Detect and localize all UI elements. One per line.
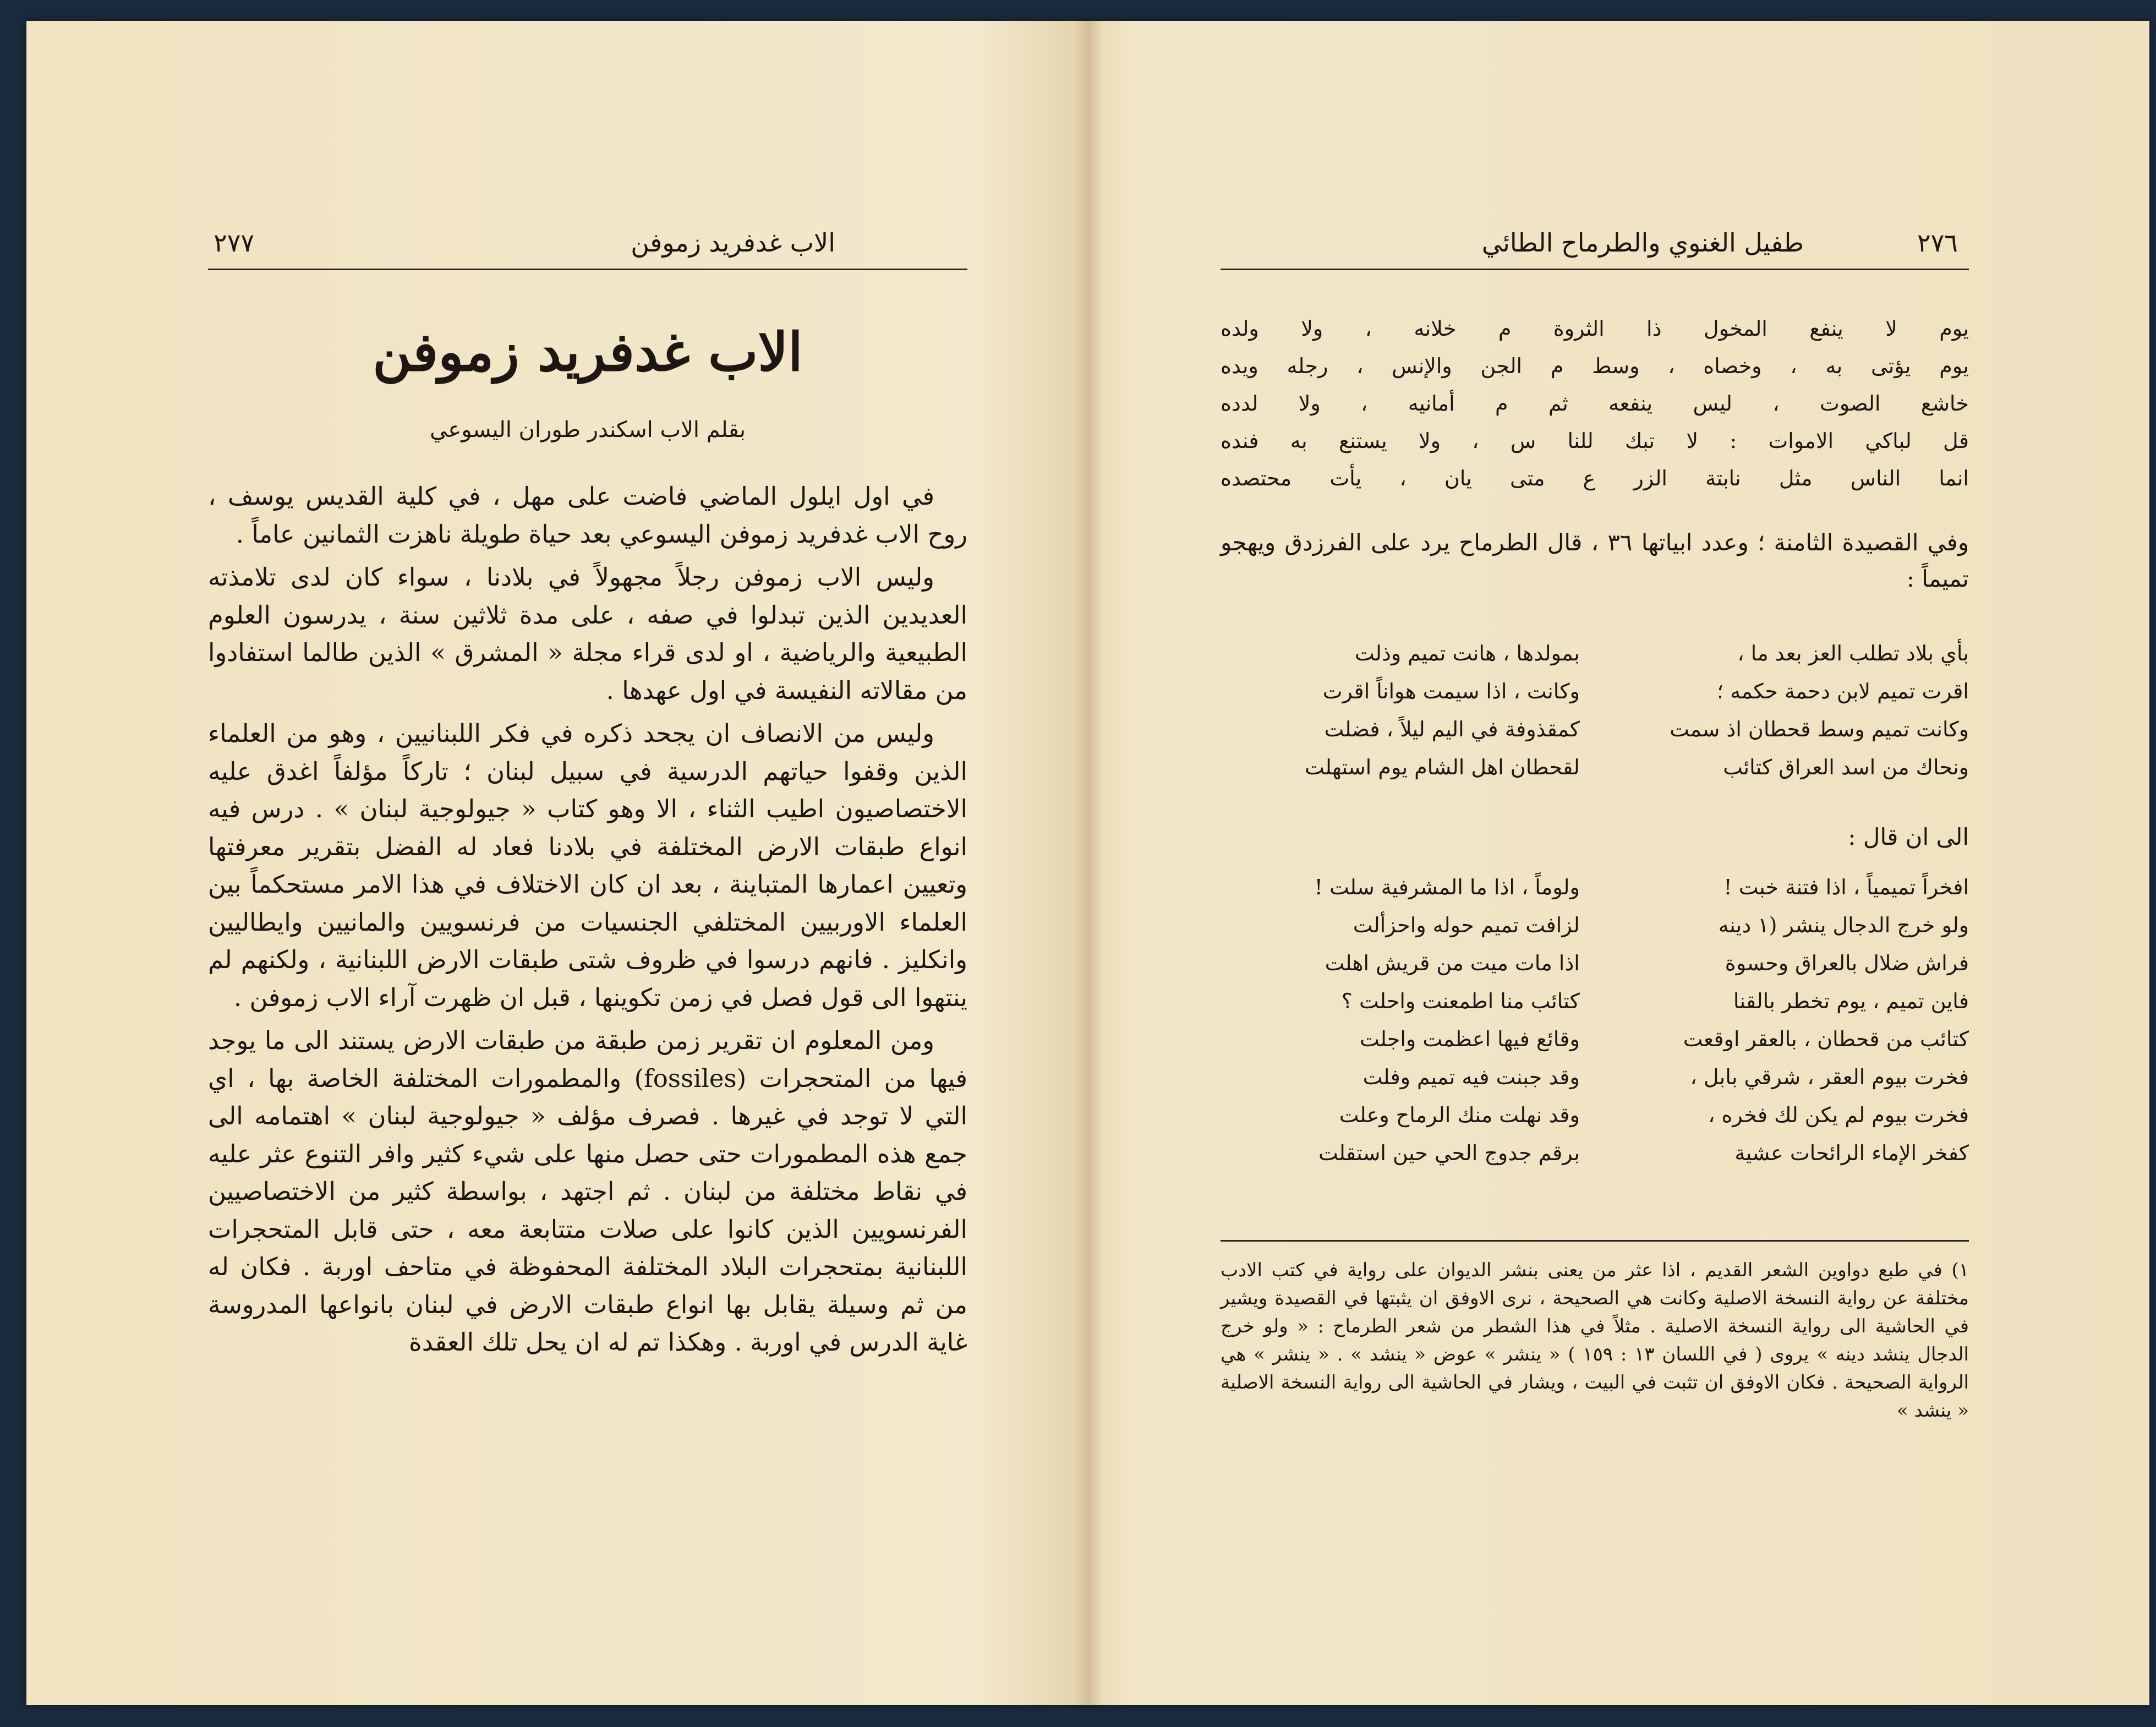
couplets-group-1 [1221,635,1969,786]
paragraph: وليس الاب زموفن رجلاً مجهولاً في بلادنا ، سواء كان لدى تلامذته العديدين الذين تبدلوا في صفه ، على مدة ثلاثين سنة ، يدرسون العلوم الطبيعية والرياضية ، او لدى قراء مجلة « المشرق » الذين طالما استفادوا من مقالاته النفيسة في اول عهدها . [208,562,967,705]
open-book-spread [26,21,2149,1705]
couplet: اقرت تميم لابن دحمة حكمه ؛ وكانت ، اذا سيمت هواناً اقرت [1322,679,1969,703]
byline: بقلم الاب اسكندر طوران اليسوعي [429,417,746,442]
right-page [1221,21,1969,1705]
verse-line: قل لباكي الاموات : لا تبك للنا س ، ولا يستنع به فنده [1221,429,1969,453]
footnote: ١) في طبع دواوين الشعر القديم ، اذا عثر من يعنى بنشر الديوان على رواية في كتب الادب مختلفة عن رواية النسخة الاصلية وكانت هي الصحيحة ، نرى الاوفق ان يثبتها في القصيدة ويشير في الحاشية الى رواية النسخة الاصلية . مثلاً في هذا الشطر من شعر الطرماح : « ولو خرج الدجال ينشد دينه » يروى ( في اللسان ١٣ : ١٥٩ ) « ينشر » عوض « ينشد » . « ينشر » هي الرواية الصحيحة . فكان الاوفق ان تثبت في البيت ، ويشار في الحاشية الى رواية النسخة الاصلية « ينشد » [1221,1259,1969,1422]
poem-transition: الى ان قال : [1848,823,1969,850]
right-page-number: ٢٧٦ [1917,228,1958,258]
left-page-number: ٢٧٧ [214,228,255,258]
couplet: فراش ضلال بالعراق وحسوة اذا مات ميت من قريش اهلت [1325,951,1969,975]
opening-verses [1221,310,1969,497]
verse-line: يوم لا ينفع المخول ذا الثروة م خلانه ، ولا ولده [1221,316,1969,341]
paragraph: وليس من الانصاف ان يجحد ذكره في فكر اللبنانيين ، وهو من العلماء الذين وقفوا حياتهم الدرسية في سبيل لبنان ؛ تاركاً مؤلفاً اغدق عليه الاختصاصيون اطيب الثناء ، الا وهو كتاب « جيولوجية لبنان » . درس فيه انواع طبقات الارض المختلفة في بلادنا فعاد له الفضل بتقرير معرفتها وتعيين اعمارها المتباينة ، بعد ان كان الاختلاف في هذا الامر مستحكماً بين العلماء الاوربيين المختلفي الجنسيات من فرنسويين والمانيين وايطاليين وانكليز . فانهم درسوا في ظروف شتى طبقات الارض اللبنانية ، ولكنهم لم ينتهوا الى قول فصل في زمن تكوينها ، قبل ان ظهرت آراء الاب زموفن . [208,719,967,1012]
couplet: وكانت تميم وسط قحطان اذ سمت كمقذوفة في اليم ليلاً ، فضلت [1324,717,1969,741]
couplet: بأي بلاد تطلب العز بعد ما ، بمولدها ، هانت تميم وذلت [1354,641,1969,665]
book-gutter [1075,21,1102,1705]
article-body [208,478,967,1367]
couplet: فخرت بيوم لم يكن لك فخره ، وقد نهلت منك الرماح وعلت [1339,1103,1969,1127]
left-page [208,21,967,1705]
couplet: فخرت بيوم العقر ، شرقي بابل ، وقد جبنت فيه تميم وفلت [1362,1065,1969,1089]
couplets-group-2 [1221,868,1969,1172]
left-running-head [208,225,967,270]
left-running-title: الاب غدفريد زموفن [631,228,835,258]
paragraph: ومن المعلوم ان تقرير زمن طبقة من طبقات الارض يستند الى ما يوجد فيها من المتحجرات (fossiles) والمطمورات المختلفة الخاصة بها ، اي التي لا توجد في غيرها . فصرف مؤلف « جيولوجية لبنان » اهتمامه الى جمع هذه المطمورات حتى حصل منها على شيء كثير وافر التنوع عثر عليه في نقاط مختلفة من لبنان . ثم اجتهد ، بواسطة كثير من الاختصاصيين الفرنسويين الذين كانوا على صلات متتابعة معه ، حتى قابل المتحجرات اللبنانية بمتحجرات البلاد المختلفة المحفوظة في متاحف اوربة . فكان له من ثم وسيلة يقابل بها انواع طبقات الارض في لبنان بانواعها المدروسة غاية الدرس في اوربة . وهكذا تم له ان يحل تلك العقدة [208,1026,967,1357]
article-title: الاب غدفريد زموفن [373,321,803,383]
couplet: كتائب من قحطان ، بالعقر اوقعت وقائع فيها اعظمت واجلت [1359,1027,1969,1051]
couplet: ولو خرج الدجال ينشر (١ دينه لزافت تميم حوله واحزألت [1353,913,1969,937]
verse-line: خاشع الصوت ، ليس ينفعه ثم م أمانيه ، ولا لدده [1221,391,1969,416]
right-running-title: طفيل الغنوي والطرماح الطائي [1481,228,1804,258]
couplet: فاين تميم ، يوم تخطر بالقنا كتائب منا اطمعنت واحلت ؟ [1341,989,1969,1013]
couplet: كفخر الإماء الرائحات عشية برقم جدوج الحي حين استقلت [1318,1141,1969,1165]
footnote-divider [1221,1240,1969,1242]
right-running-head [1221,225,1969,270]
verse-line: انما الناس مثل نابتة الزر ع متى يان ، يأت محتصده [1221,466,1969,490]
couplet: ونحاك من اسد العراق كتائب لقحطان اهل الشام يوم استهلت [1304,755,1969,779]
poem-introduction: وفي القصيدة الثامنة ؛ وعدد ابياتها ٣٦ ، قال الطرماح يرد على الفرزدق ويهجو تميماً : [1221,529,1969,592]
verse-line: يوم يؤتى به ، وخصاه ، وسط م الجن والإنس ، رجله ويده [1221,354,1969,378]
couplet: افخراً تميمياً ، اذا فتنة خبت ! ولوماً ، اذا ما المشرفية سلت ! [1314,875,1969,899]
paragraph: في اول ايلول الماضي فاضت على مهل ، في كلية القديس يوسف ، روح الاب غدفريد زموفن اليسوعي بعد حياة طويلة ناهزت الثمانين عاماً . [208,482,967,549]
